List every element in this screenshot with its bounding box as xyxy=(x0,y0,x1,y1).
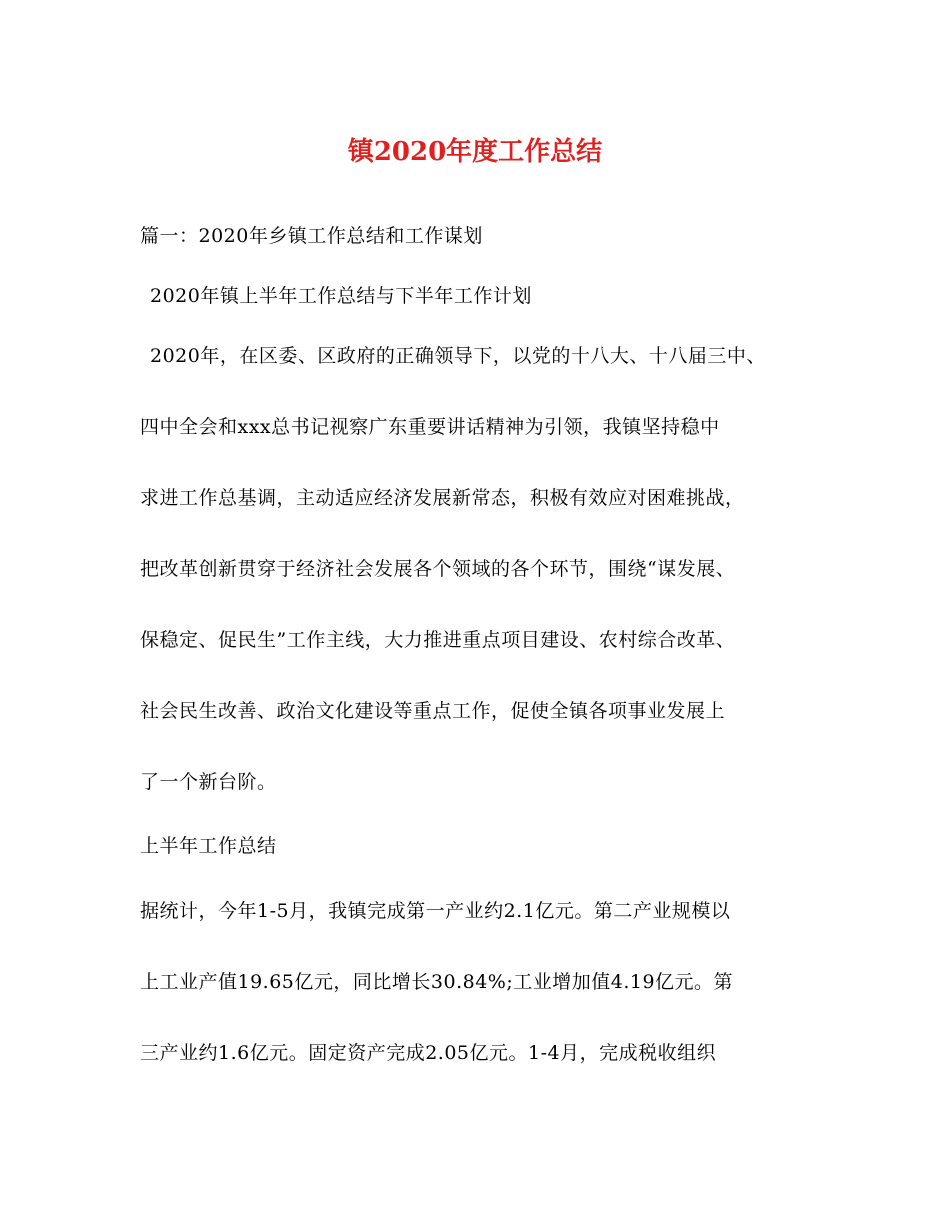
stats-line-1: 据统计，今年1-5月，我镇完成第一产业约2.1亿元。第二产业规模以 xyxy=(140,900,731,922)
document-title: 镇2020年度工作总结 xyxy=(347,137,603,167)
paragraph-line-6: 社会民生改善、政治文化建设等重点工作，促使全镇各项事业发展上 xyxy=(140,700,726,722)
paragraph-line-3: 求进工作总基调，主动适应经济发展新常态，积极有效应对困难挑战， xyxy=(140,487,745,509)
paragraph-line-1: 2020年，在区委、区政府的正确领导下，以党的十八大、十八届三中、 xyxy=(150,345,766,367)
section-heading-first-half: 上半年工作总结 xyxy=(140,835,277,857)
stats-line-2: 上工业产值19.65亿元，同比增长30.84%;工业增加值4.19亿元。第 xyxy=(140,971,734,993)
paragraph-line-4: 把改革创新贯穿于经济社会发展各个领域的各个环节，围绕“谋发展、 xyxy=(140,558,736,580)
paragraph-line-2: 四中全会和xxx总书记视察广东重要讲话精神为引领，我镇坚持稳中 xyxy=(140,416,720,438)
section-heading-part-one: 篇一：2020年乡镇工作总结和工作谋划 xyxy=(140,225,483,247)
stats-line-3: 三产业约1.6亿元。固定资产完成2.05亿元。1-4月，完成税收组织 xyxy=(140,1042,717,1064)
paragraph-line-5: 保稳定、促民生”工作主线，大力推进重点项目建设、农村综合改革、 xyxy=(140,629,736,651)
paragraph-line-7: 了一个新台阶。 xyxy=(140,771,277,793)
sub-heading-plan: 2020年镇上半年工作总结与下半年工作计划 xyxy=(150,285,532,307)
